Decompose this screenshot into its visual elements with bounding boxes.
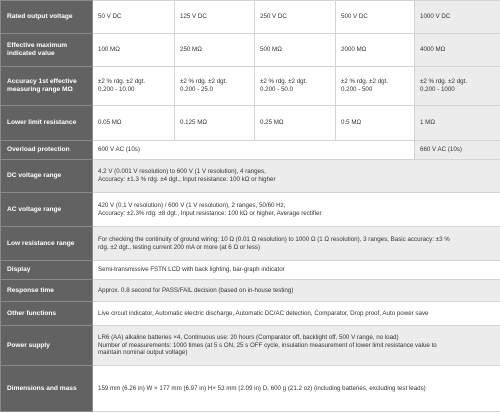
row-effective-max bbox=[1, 34, 500, 67]
cell-accuracy-1000 bbox=[415, 67, 500, 106]
cell-ac-voltage bbox=[93, 193, 500, 227]
row-ac-voltage bbox=[1, 193, 500, 227]
label-display: Display bbox=[1, 261, 93, 280]
accuracy-range: 0.200 - 1000 bbox=[420, 86, 455, 93]
cell-display: Semi-transmissive FSTN LCD with back lighting, bar-graph indicator bbox=[93, 261, 500, 280]
accuracy-value: ±2 % rdg. ±2 dgt. bbox=[180, 78, 228, 86]
row-response-time bbox=[1, 280, 500, 302]
cell-voltage-1000: 1000 V DC bbox=[415, 1, 500, 34]
accuracy-range: 0.200 - 25.0 bbox=[180, 86, 214, 93]
accuracy-value: ±2 % rdg. ±2 dgt. bbox=[260, 78, 308, 86]
row-overload bbox=[1, 141, 500, 160]
row-power-supply bbox=[1, 326, 500, 366]
cell-power-supply bbox=[93, 326, 500, 366]
cell-overload-high: 660 V AC (10s) bbox=[415, 141, 500, 160]
cell-lower-250: 0.25 MΩ bbox=[255, 106, 336, 141]
low-resistance-line: rdg. ±2 dgt., testing current 200 mA or more (at 6 Ω or less) bbox=[98, 243, 261, 251]
accuracy-range: 0.200 - 50.0 bbox=[260, 86, 294, 93]
cell-dc-voltage bbox=[93, 160, 500, 193]
cell-accuracy-125 bbox=[175, 67, 255, 106]
cell-low-resistance bbox=[93, 227, 500, 261]
cell-max-1000: 4000 MΩ bbox=[415, 34, 500, 67]
cell-max-125: 250 MΩ bbox=[175, 34, 255, 67]
label-other-functions: Other functions bbox=[1, 302, 93, 326]
label-low-resistance: Low resistance range bbox=[1, 227, 93, 261]
label-accuracy: Accuracy 1st effective measuring range MΩ bbox=[1, 67, 93, 106]
accuracy-value: ±2 % rdg. ±2 dgt. bbox=[341, 78, 389, 86]
cell-max-50: 100 MΩ bbox=[93, 34, 175, 67]
row-low-resistance bbox=[1, 227, 500, 261]
cell-dimensions: 159 mm (6.26 in) W × 177 mm (6.97 in) H× 53 mm (2.09 in) D, 600 g (21.2 oz) (including batteries, excluding test leads) bbox=[93, 366, 500, 412]
accuracy-range: 0.200 - 10.00 bbox=[98, 86, 135, 93]
cell-other-functions: Live circuit indicator, Automatic electric discharge, Automatic DC/AC detection, Comparator, Drop proof, Auto power save bbox=[93, 302, 500, 326]
cell-lower-125: 0.125 MΩ bbox=[175, 106, 255, 141]
label-effective-max: Effective maximum indicated value bbox=[1, 34, 93, 67]
cell-voltage-500: 500 V DC bbox=[336, 1, 415, 34]
row-display bbox=[1, 261, 500, 280]
label-power-supply: Power supply bbox=[1, 326, 93, 366]
cell-response-time: Approx. 0.8 second for PASS/FAIL decision (based on in-house testing) bbox=[93, 280, 500, 302]
cell-max-500: 2000 MΩ bbox=[336, 34, 415, 67]
label-response-time: Response time bbox=[1, 280, 93, 302]
label-dc-voltage: DC voltage range bbox=[1, 160, 93, 193]
cell-lower-500: 0.5 MΩ bbox=[336, 106, 415, 141]
row-dimensions bbox=[1, 366, 500, 412]
cell-voltage-125: 125 V DC bbox=[175, 1, 255, 34]
label-rated-output-voltage: Rated output voltage bbox=[1, 1, 93, 34]
row-other-functions bbox=[1, 302, 500, 326]
dc-voltage-line: Accuracy: ±1.3 % rdg. ±4 dgt., Input resistance: 100 kΩ or higher bbox=[98, 176, 276, 183]
label-overload: Overload protection bbox=[1, 141, 93, 160]
row-rated-output-voltage bbox=[1, 1, 500, 34]
power-supply-line: maintain nominal output voltage) bbox=[98, 349, 188, 357]
ac-voltage-line: Accuracy: ±2.3% rdg. ±8 dgt., Input resistance: 100 kΩ or higher, Average rectifier bbox=[98, 209, 322, 217]
label-lower-limit: Lower limit resistance bbox=[1, 106, 93, 141]
cell-accuracy-500 bbox=[336, 67, 415, 106]
row-dc-voltage bbox=[1, 160, 500, 193]
ac-voltage-line: 420 V (0.1 V resolution) / 600 V (1 V resolution), 2 ranges, 50/60 Hz, bbox=[98, 201, 286, 209]
cell-lower-1000: 1 MΩ bbox=[415, 106, 500, 141]
dc-voltage-line: 4.2 V (0.001 V resolution) to 600 V (1 V resolution), 4 ranges, bbox=[98, 168, 266, 176]
accuracy-range: 0.200 - 500 bbox=[341, 86, 373, 93]
power-supply-line: LR6 (AA) alkaline batteries ×4, Continuous use: 20 hours (Comparator off, backlight off, 500 V range, no load) bbox=[98, 334, 399, 342]
cell-accuracy-250 bbox=[255, 67, 336, 106]
cell-lower-50: 0.05 MΩ bbox=[93, 106, 175, 141]
cell-accuracy-50 bbox=[93, 67, 175, 106]
label-dimensions: Dimensions and mass bbox=[1, 366, 93, 412]
cell-voltage-250: 250 V DC bbox=[255, 1, 336, 34]
label-ac-voltage: AC voltage range bbox=[1, 193, 93, 227]
row-accuracy bbox=[1, 67, 500, 106]
cell-overload-low: 600 V AC (10s) bbox=[93, 141, 415, 160]
low-resistance-line: For checking the continuity of ground wiring: 10 Ω (0.01 Ω resolution) to 1000 Ω (1 Ω resolution), 3 ranges, Basic accuracy: ±3 % bbox=[98, 235, 450, 243]
accuracy-value: ±2 % rdg. ±2 dgt. bbox=[420, 78, 468, 86]
cell-voltage-50: 50 V DC bbox=[93, 1, 175, 34]
power-supply-line: Number of measurements: 1000 times (at 5 s ON, 25 s OFF cycle, insulation measurement of lower limit resistance value to bbox=[98, 341, 437, 349]
cell-max-250: 500 MΩ bbox=[255, 34, 336, 67]
accuracy-value: ±2 % rdg. ±2 dgt. bbox=[98, 78, 146, 86]
row-lower-limit bbox=[1, 106, 500, 141]
